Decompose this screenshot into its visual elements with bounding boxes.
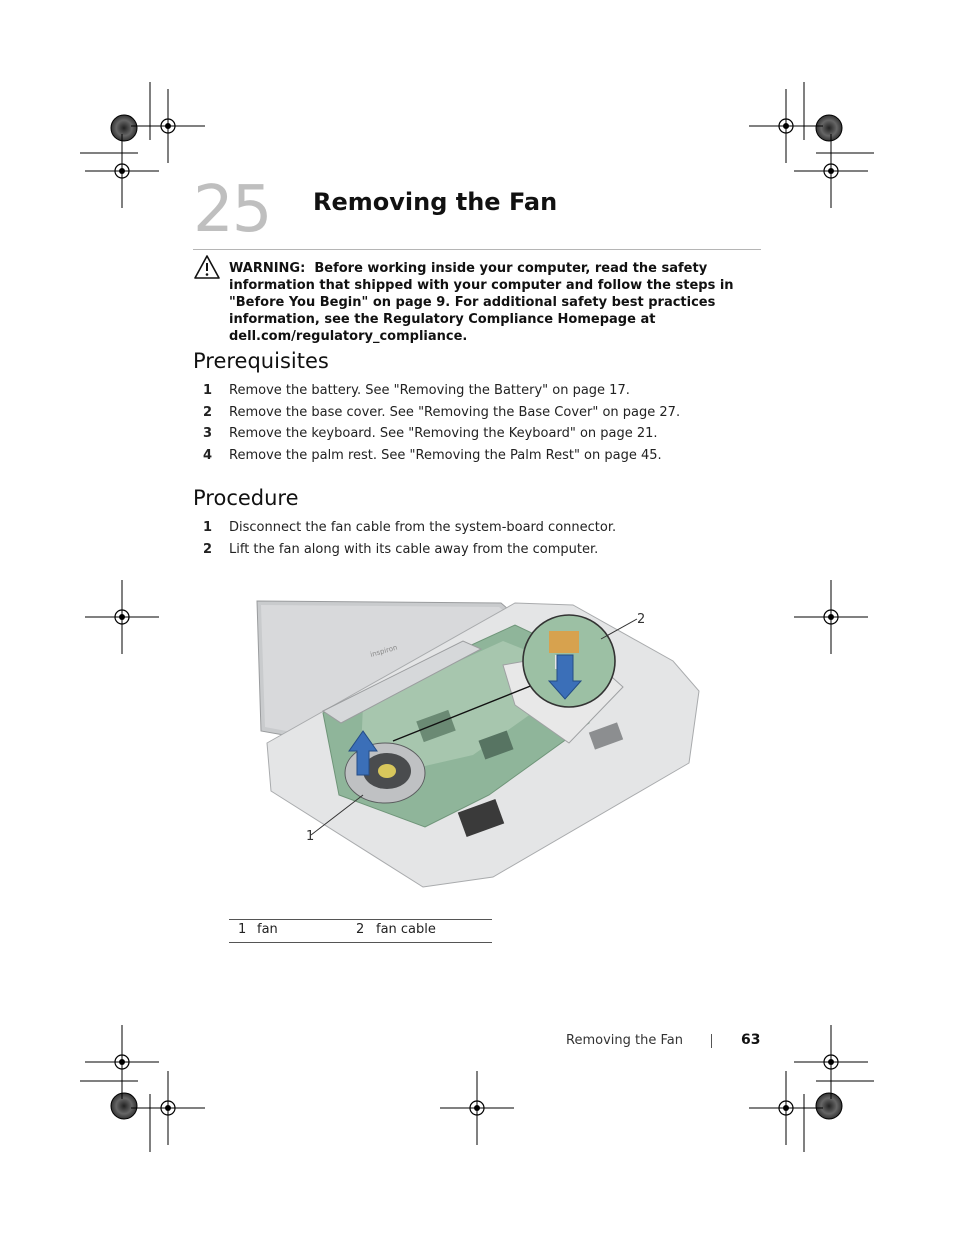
list-item [203, 402, 763, 424]
prerequisites-heading: Prerequisites [193, 349, 329, 373]
legend-label: fan [257, 922, 278, 937]
list-item [203, 539, 763, 561]
step-number: 3 [203, 426, 213, 442]
callout-2: 2 [637, 612, 646, 627]
warning-icon [193, 254, 221, 280]
step-text: Lift the fan along with its cable away from the computer. [229, 541, 599, 557]
step-number: 4 [203, 448, 213, 464]
figure-legend [229, 919, 492, 943]
step-text: Remove the battery. See "Removing the Battery" on page 17. [229, 383, 630, 398]
list-item [203, 517, 763, 539]
chapter-divider [193, 249, 761, 250]
footer-chapter-title: Removing the Fan [566, 1033, 683, 1048]
step-number: 1 [203, 383, 213, 398]
legend-number: 1 [238, 922, 247, 937]
step-text: Remove the keyboard. See "Removing the Keyboard" on page 21. [229, 426, 658, 442]
list-item [203, 380, 763, 402]
step-number: 2 [203, 404, 213, 420]
warning-body: Before working inside your computer, read the safety information that shipped with your computer and follow the steps in "Before You Begin" on page 9. For additional safety best practices information, see the Regulatory Compliance Homepage at dell.com/regulatory_compliance. [229, 261, 734, 344]
step-text: Disconnect the fan cable from the system-board connector. [229, 520, 617, 535]
legend-label: fan cable [376, 922, 436, 937]
brand-text: inspiron [369, 643, 399, 659]
step-text: Remove the palm rest. See "Removing the Palm Rest" on page 45. [229, 448, 662, 464]
step-text: Remove the base cover. See "Removing the Base Cover" on page 27. [229, 404, 681, 420]
procedure-list [203, 517, 763, 560]
list-item [203, 423, 763, 445]
chapter-title: Removing the Fan [313, 188, 558, 216]
chapter-number: 25 [193, 173, 271, 247]
step-number: 2 [203, 541, 213, 557]
procedure-heading: Procedure [193, 486, 299, 510]
step-number: 1 [203, 520, 213, 535]
warning-message [229, 260, 754, 345]
list-item [203, 445, 763, 467]
legend-number: 2 [356, 922, 365, 937]
callout-1: 1 [306, 829, 315, 844]
fan-removal-illustration [253, 595, 705, 895]
prerequisites-list [203, 380, 763, 467]
page-number: 63 [741, 1032, 761, 1048]
warning-label: WARNING: [229, 261, 306, 276]
footer-separator [711, 1034, 712, 1048]
